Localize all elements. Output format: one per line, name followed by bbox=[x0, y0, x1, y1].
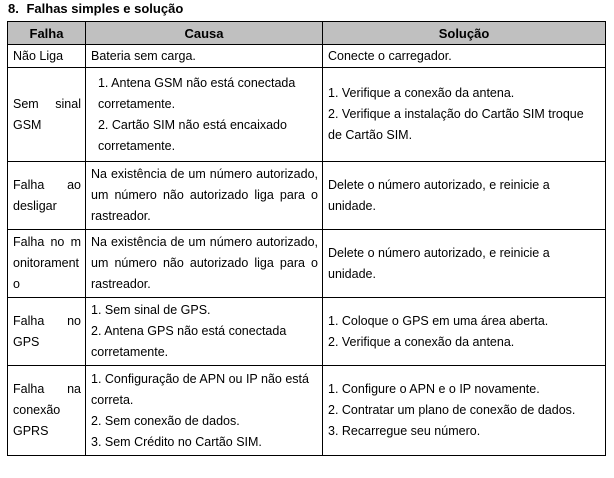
list-item: 1. Coloque o GPS em uma área aberta. bbox=[328, 313, 549, 328]
falha-cell: Sem sinal GSM bbox=[8, 68, 86, 162]
list-item: 2. Cartão SIM não está encaixado corretamente. bbox=[97, 117, 287, 153]
list-item: 1. Antena GSM não está conectada corretamente. bbox=[97, 75, 296, 111]
solucao-cell bbox=[323, 68, 606, 162]
table-row bbox=[8, 68, 606, 162]
falha-cell: Falha ao desligar bbox=[8, 162, 86, 230]
list-item: 3. Recarregue seu número. bbox=[328, 424, 481, 438]
header-solucao: Solução bbox=[323, 22, 606, 45]
causa-cell: Na existência de um número autorizado, um número não autorizado liga para o rastreador. bbox=[86, 162, 323, 230]
header-causa: Causa bbox=[86, 22, 323, 45]
troubleshooting-table bbox=[7, 21, 606, 456]
causa-cell: Na existência de um número autorizado, um número não autorizado liga para o rastreador. bbox=[86, 230, 323, 298]
causa-cell bbox=[86, 68, 323, 162]
section-number: 8. bbox=[8, 1, 19, 16]
causa-cell bbox=[86, 298, 323, 366]
table-row bbox=[8, 366, 606, 456]
list-item: 1. Configure o APN e o IP novamente. bbox=[328, 382, 540, 396]
table-row bbox=[8, 162, 606, 230]
list-item: 2. Sem conexão de dados. bbox=[91, 413, 240, 428]
falha-cell: Falha no GPS bbox=[8, 298, 86, 366]
table-row bbox=[8, 45, 606, 68]
list-item: 2. Antena GPS não está conectada corretamente. bbox=[91, 324, 287, 359]
list-item: 3. Sem Crédito no Cartão SIM. bbox=[91, 434, 262, 449]
table-header-row bbox=[8, 22, 606, 45]
falha-cell: Falha no monitoramento bbox=[8, 230, 86, 298]
falha-cell: Não Liga bbox=[8, 45, 86, 68]
table-row bbox=[8, 298, 606, 366]
falha-cell: Falha na conexão GPRS bbox=[8, 366, 86, 456]
causa-cell bbox=[86, 366, 323, 456]
header-falha: Falha bbox=[8, 22, 86, 45]
solucao-cell: Delete o número autorizado, e reinicie a unidade. bbox=[323, 162, 606, 230]
list-item: 2. Verifique a conexão da antena. bbox=[328, 334, 515, 349]
list-item: 2. Verifique a instalação do Cartão SIM troque de Cartão SIM. bbox=[328, 107, 584, 142]
causa-cell: Bateria sem carga. bbox=[86, 45, 323, 68]
section-title: Falhas simples e solução bbox=[26, 1, 184, 16]
table-row bbox=[8, 230, 606, 298]
solucao-cell bbox=[323, 298, 606, 366]
solucao-cell: Delete o número autorizado, e reinicie a unidade. bbox=[323, 230, 606, 298]
solucao-cell: Conecte o carregador. bbox=[323, 45, 606, 68]
solucao-cell bbox=[323, 366, 606, 456]
list-item: 1. Configuração de APN ou IP não está correta. bbox=[91, 371, 309, 407]
list-item: 1. Verifique a conexão da antena. bbox=[328, 86, 515, 100]
section-heading bbox=[8, 0, 183, 18]
list-item: 1. Sem sinal de GPS. bbox=[91, 303, 211, 317]
list-item: 2. Contratar um plano de conexão de dados. bbox=[328, 403, 576, 417]
